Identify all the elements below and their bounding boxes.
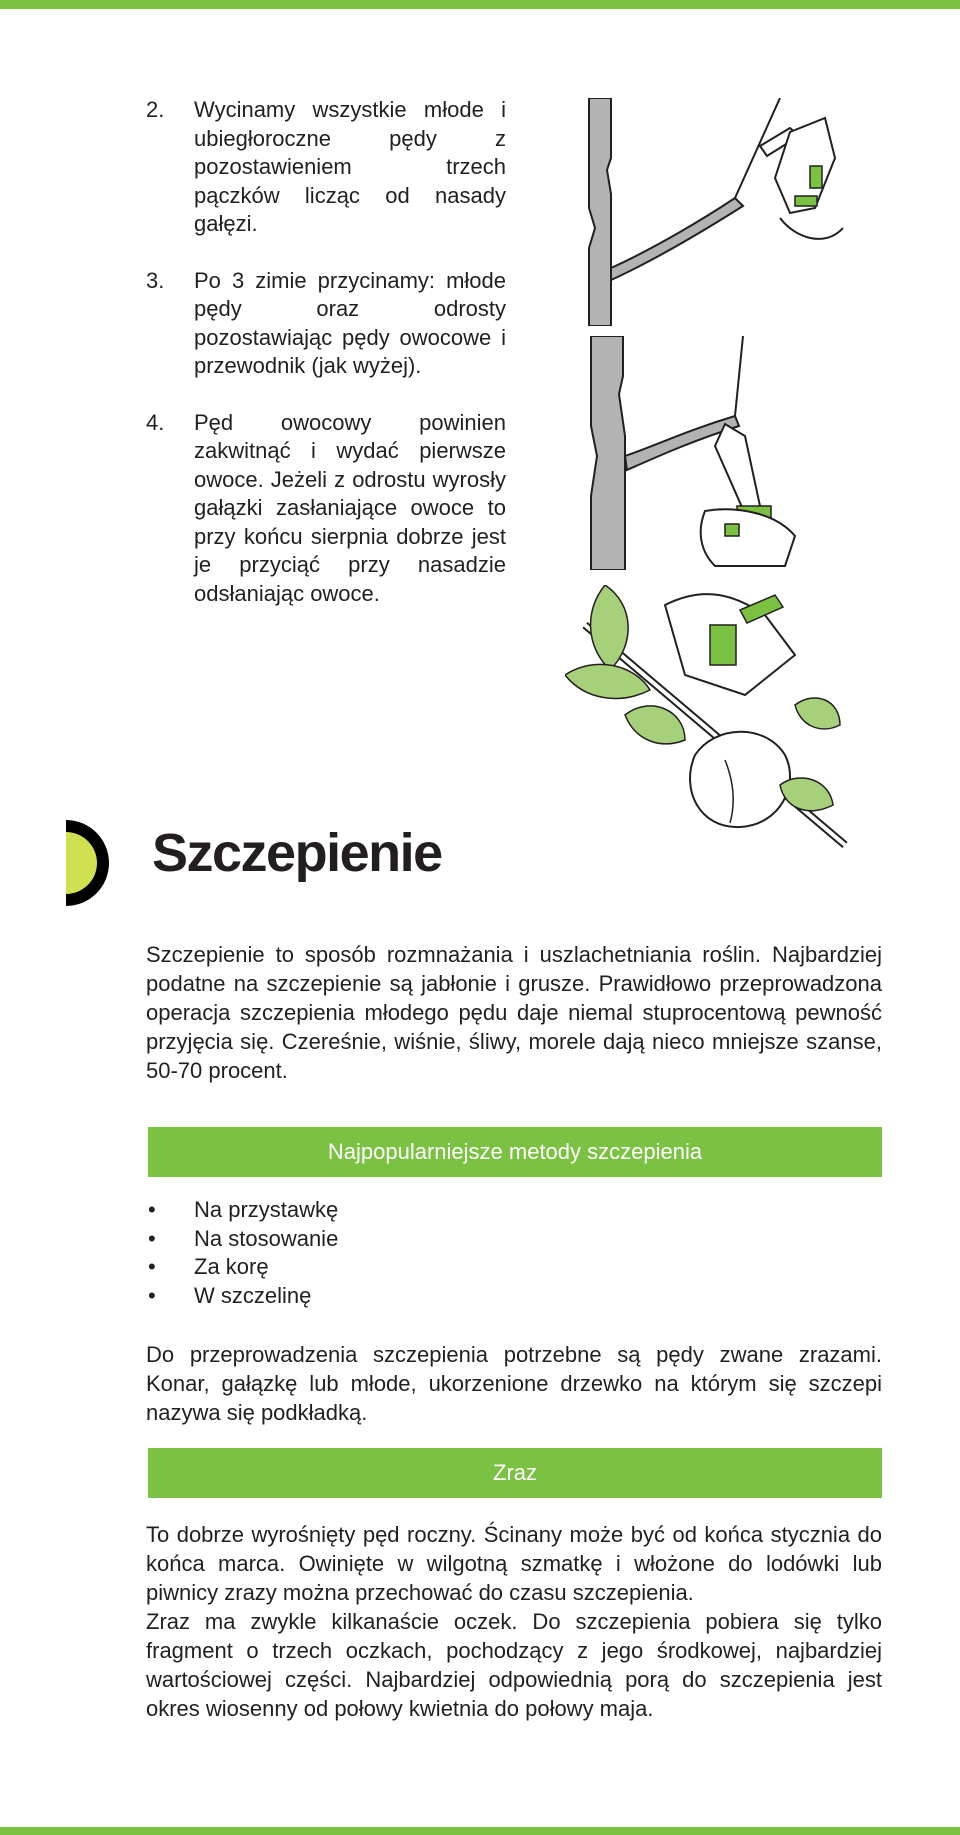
bottom-accent-bar bbox=[0, 1827, 960, 1835]
section-marker-icon bbox=[66, 820, 112, 906]
step-text: Pęd owocowy powinien zakwitnąć i wydać pierwsze owoce. Jeżeli z odrostu wyrosły gałązki zasłaniające owoce to przy końcu sierpnia dobrze jest je przyciąć przy nasadzie odsłaniając owoce. bbox=[194, 409, 506, 606]
top-accent-bar bbox=[0, 0, 960, 9]
bullet: • bbox=[148, 1282, 156, 1308]
step-number: 3. bbox=[146, 267, 165, 293]
step-number: 4. bbox=[146, 409, 165, 435]
zraz-header: Zraz bbox=[148, 1448, 882, 1498]
list-item bbox=[146, 1253, 338, 1282]
bullet: • bbox=[148, 1254, 156, 1279]
step-text: Po 3 zimie przycinamy: młode pędy oraz odrosty pozostawiając pędy owocowe i przewodnik (jak wyżej). bbox=[194, 267, 506, 378]
list-item bbox=[146, 1196, 338, 1225]
list-item bbox=[146, 1225, 338, 1254]
list-item bbox=[146, 409, 506, 609]
list-item bbox=[146, 267, 506, 381]
methods-list bbox=[146, 1196, 338, 1310]
step-text: Wycinamy wszystkie młode i ubiegłoroczne pędy z pozostawieniem trzech pączków licząc od nasady gałęzi. bbox=[194, 97, 506, 236]
bullet: • bbox=[148, 1225, 156, 1251]
intro-paragraph: Szczepienie to sposób rozmnażania i uszlachetniania roślin. Najbardziej podatne na szczepienie są jabłonie i grusze. Prawidłowo przeprowadzona operacja szczepienia młodego pędu daje niemal stuprocentową pewność przyjęcia się. Czereśnie, wiśnie, śliwy, morele dają nieco mniejsze szanse, 50-70 procent. bbox=[146, 942, 882, 1083]
section-title: Szczepienie bbox=[152, 823, 442, 883]
bullet: • bbox=[148, 1197, 156, 1222]
pruning-shears-fruit-icon bbox=[565, 585, 850, 855]
method-label: W szczelinę bbox=[194, 1282, 312, 1308]
pruning-shears-cut-icon bbox=[585, 98, 845, 326]
scion-requirement-paragraph: Do przeprowadzenia szczepienia potrzebne są pędy zwane zrazami. Konar, gałązkę lub młode, ukorzenione drzewko na którym się szczepi nazywa się podkładką. bbox=[146, 1342, 882, 1425]
zraz-paragraph: To dobrze wyrośnięty pęd roczny. Ścinany może być od końca stycznia do końca marca. Owinięte w wilgotną szmatkę i włożone do lodówki lub piwnicy zrazy można przechować do czasu szczepienia. bbox=[146, 1522, 882, 1605]
pruning-steps-list bbox=[146, 96, 506, 636]
method-label: Na przystawkę bbox=[194, 1197, 339, 1222]
method-label: Za korę bbox=[194, 1254, 269, 1279]
methods-header: Najpopularniejsze metody szczepienia bbox=[148, 1127, 882, 1177]
zraz-paragraph: Zraz ma zwykle kilkanaście oczek. Do szczepienia pobiera się tylko fragment o trzech oczkach, pochodzący z jego środkowej, najbardziej wartościowej części. Najbardziej odpowiednią porą do szczepienia jest okres wiosenny od połowy kwietnia do połowy maja. bbox=[146, 1609, 882, 1721]
method-label: Na stosowanie bbox=[194, 1225, 339, 1251]
list-item bbox=[146, 1282, 338, 1311]
step-number: 2. bbox=[146, 97, 165, 122]
list-item bbox=[146, 96, 506, 239]
pruning-shears-branch-icon bbox=[585, 336, 845, 570]
